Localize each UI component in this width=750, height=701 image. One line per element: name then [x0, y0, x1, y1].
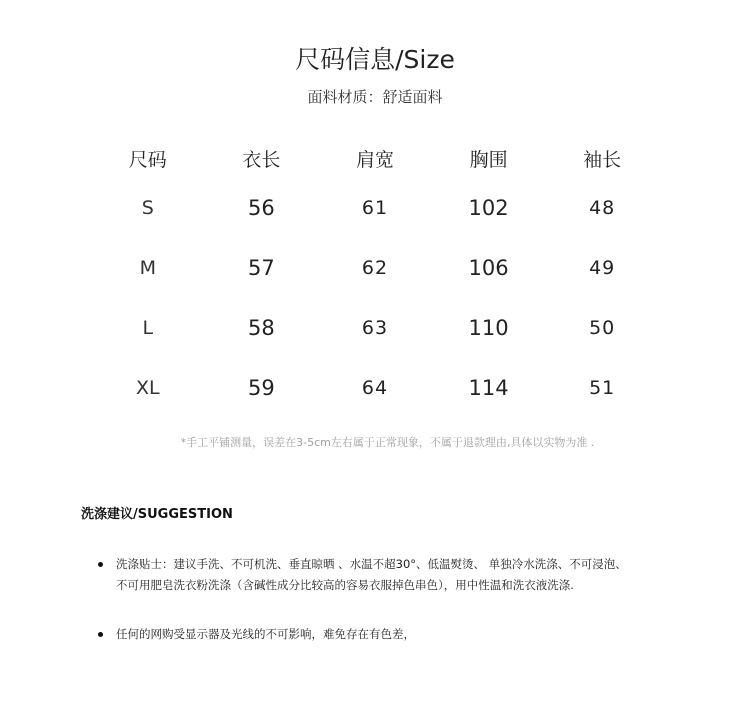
cell-length: 58: [248, 316, 275, 340]
care-list: [98, 554, 698, 645]
care-text-line: 任何的网购受显示器及光线的不可影响，难免存在有色差，: [116, 627, 415, 641]
column-header-chest: 胸围: [469, 148, 508, 171]
column-header-sleeve: 袖长: [583, 148, 622, 171]
page-title: 尺码信息/Size: [295, 45, 455, 74]
cell-chest: 110: [468, 316, 509, 340]
table-row: [91, 238, 659, 298]
care-text-line: 洗涤贴士：建议手洗、不可机洗、垂直晾晒 、水温不超30°、低温熨烫、 单独冷水洗涤、不可浸泡、: [116, 557, 627, 571]
cell-length: 56: [248, 196, 275, 220]
measurement-note: *手工平铺测量，误差在3-5cm左右属于正常现象，不属于退款理由,具体以实物为准 .: [180, 436, 595, 449]
cell-size: L: [142, 317, 154, 339]
size-chart-table: [91, 138, 659, 418]
cell-sleeve: 48: [589, 197, 616, 219]
cell-length: 57: [248, 256, 275, 280]
bullet-icon: [98, 562, 103, 567]
cell-shoulder: 61: [361, 197, 389, 219]
table-row: [91, 298, 659, 358]
care-section-title: 洗涤建议/SUGGESTION: [81, 507, 233, 522]
column-header-shoulder: 肩宽: [355, 148, 394, 171]
list-item: [98, 624, 698, 645]
material-line: 面料材质：舒适面料: [307, 88, 443, 106]
cell-shoulder: 62: [361, 257, 389, 279]
cell-sleeve: 50: [589, 317, 616, 339]
cell-shoulder: 63: [361, 317, 389, 339]
cell-shoulder: 64: [361, 377, 389, 399]
table-row: [91, 358, 659, 418]
cell-chest: 114: [468, 376, 509, 400]
list-item: [98, 554, 698, 596]
care-text-line: 不可用肥皂洗衣粉洗涤（含碱性成分比较高的容易衣服掉色串色），用中性温和洗衣液洗涤.: [116, 578, 574, 592]
cell-size: S: [141, 197, 154, 219]
cell-sleeve: 51: [589, 377, 616, 399]
cell-chest: 106: [468, 256, 509, 280]
cell-sleeve: 49: [589, 257, 616, 279]
cell-chest: 102: [468, 196, 509, 220]
cell-size: XL: [135, 377, 160, 399]
cell-size: M: [139, 257, 156, 279]
table-row: [91, 178, 659, 238]
table-header-row: [91, 138, 659, 178]
cell-length: 59: [248, 376, 275, 400]
bullet-icon: [98, 632, 103, 637]
column-header-size: 尺码: [128, 148, 167, 171]
column-header-length: 衣长: [242, 148, 281, 171]
